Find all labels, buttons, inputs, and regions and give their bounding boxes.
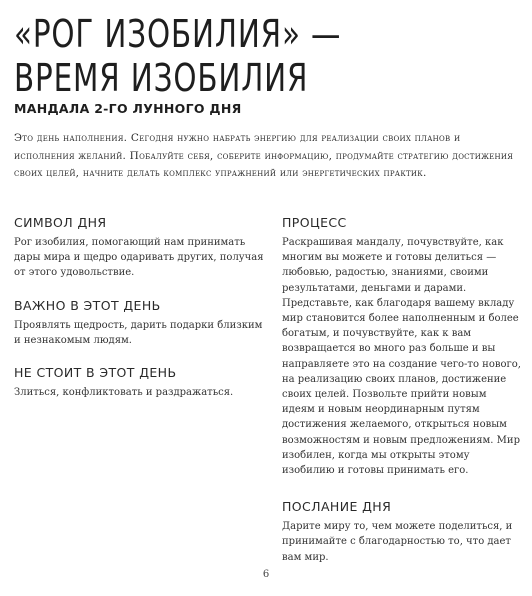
section-process: [282, 214, 522, 478]
section-avoid: [14, 364, 264, 400]
section-heading: НЕ СТОИТ В ЭТОТ ДЕНЬ: [14, 365, 177, 381]
title-line-1: «РОГ ИЗОБИЛИЯ» —: [14, 12, 342, 56]
section-important: [14, 297, 264, 348]
page-subtitle: МАНДАЛА 2-ГО ЛУННОГО ДНЯ: [14, 101, 242, 116]
section-heading: ПОСЛАНИЕ ДНЯ: [282, 499, 392, 515]
section-heading: ВАЖНО В ЭТОТ ДЕНЬ: [14, 297, 161, 313]
section-text: Рог изобилия, помогающий нам принимать дары мира и щедро одаривать других, получая от этого удовольствие.: [14, 237, 264, 279]
intro-paragraph: Это день наполнения. Сегодня нужно набрать энергию для реализации своих планов и исполнения желаний. Побалуйте себя, соберите информацию, продумайте стратегию достижения своих целей, начните делать комплекс упражнений или энергетических практик.: [14, 132, 514, 179]
page-title: [14, 12, 341, 100]
page-number: 6: [262, 569, 270, 580]
section-text: Раскрашивая мандалу, почувствуйте, как многим вы можете и готовы делиться — любовью, радостью, знаниями, своими результатами, деньгами и дарами. Представьте, как благодаря вашему вкладу мир становится более наполненным и более богатым, и почувствуйте, как к вам возвращается во много раз больше и вы направляете это на создание чего-то нового, на реализацию своих планов, достижение своих целей. Позвольте прийти новым идеям и новым неординарным путям достижения желаемого, открыться новым возможностям и новым предложениям. Мир изобилен, когда мы открыты этому изобилию и готовы принимать его.: [282, 237, 521, 477]
section-heading: СИМВОЛ ДНЯ: [14, 215, 107, 230]
title-line-2: ВРЕМЯ ИЗОБИЛИЯ: [14, 56, 309, 100]
section-text: Проявлять щедрость, дарить подарки близким и незнакомым людям.: [14, 319, 263, 346]
section-message: [282, 498, 522, 565]
section-text: Злиться, конфликтовать и раздражаться.: [14, 387, 234, 399]
section-text: Дарите миру то, чем можете поделиться, и принимайте с благодарностью то, что дает вам мир.: [282, 521, 513, 563]
section-symbol: [14, 214, 264, 281]
right-column: [282, 214, 522, 565]
section-heading: ПРОЦЕСС: [282, 215, 347, 230]
left-column: [14, 214, 264, 400]
